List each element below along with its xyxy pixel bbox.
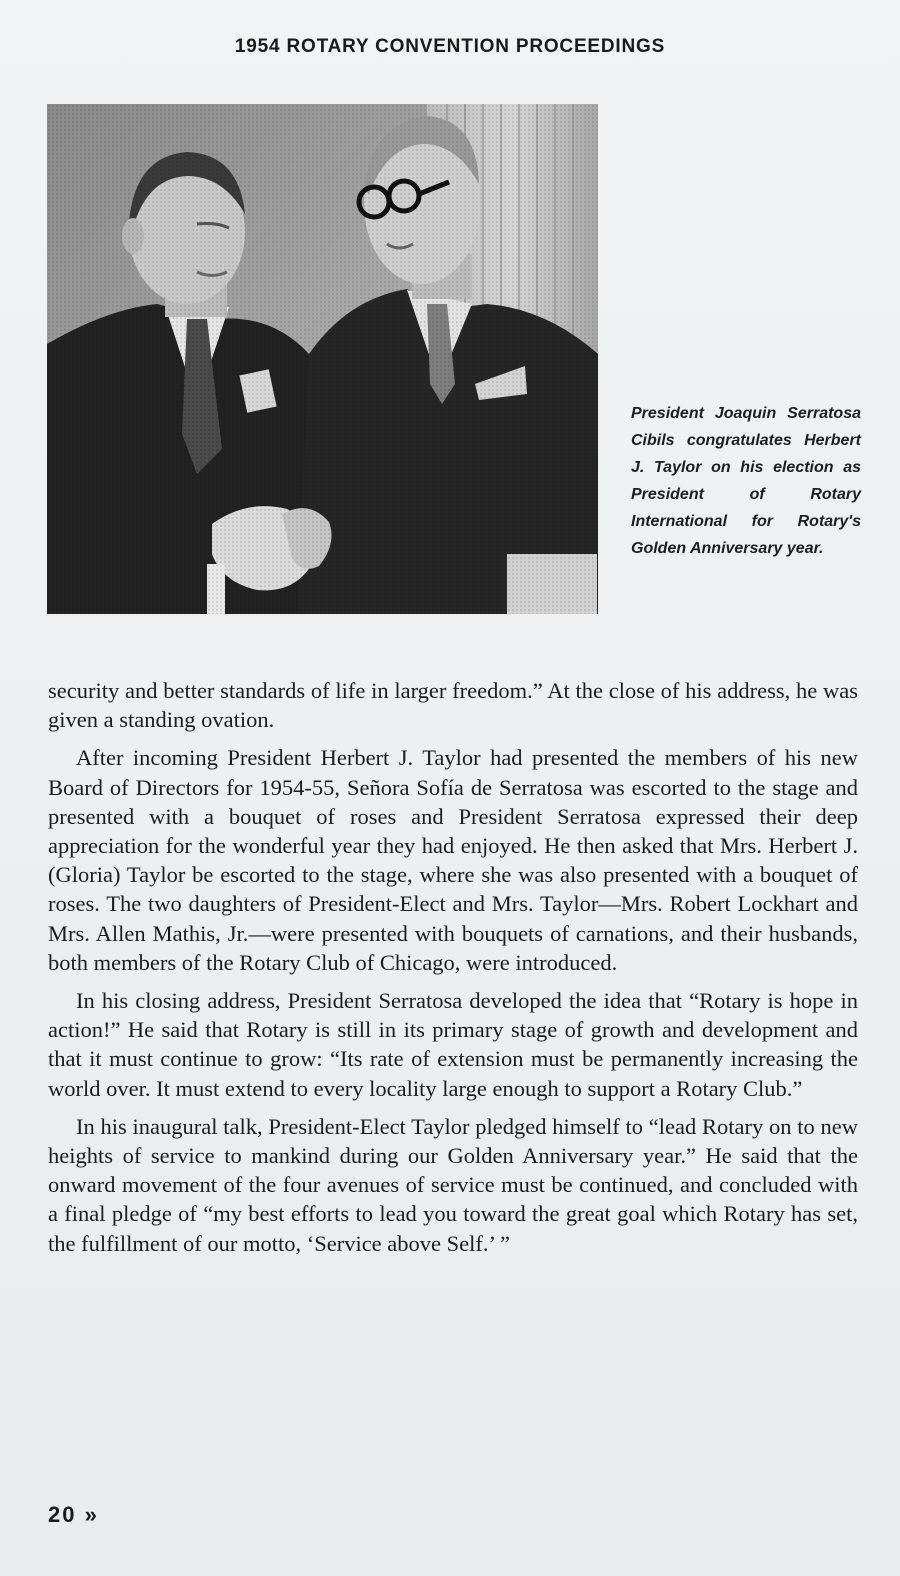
- paragraph: security and better standards of life in larger freedom.” At the close of his address, he was given a standing ovation.: [48, 678, 858, 733]
- page-number: 20 »: [48, 1502, 99, 1527]
- article-body: [48, 676, 858, 1267]
- photograph: [47, 104, 598, 614]
- photo-caption: President Joaquin Serratosa Cibils congratulates Herbert J. Taylor on his election as President of Rotary International for Rotary's Golden Anniversary year.: [631, 405, 861, 557]
- photograph-illustration: [47, 104, 598, 614]
- running-head: 1954 ROTARY CONVENTION PROCEEDINGS: [234, 36, 666, 57]
- paragraph: In his inaugural talk, President-Elect Taylor pledged himself to “lead Rotary on to new heights of service to mankind during our Golden Anniversary year.” He said that the onward movement of the four avenues of service must be continued, and concluded with a final pledge of “my best efforts to lead you toward the great goal which Rotary has set, the fulfillment of our motto, ‘Service above Self.’ ”: [48, 1113, 858, 1256]
- paragraph: After incoming President Herbert J. Taylor had presented the members of his new Board of Directors for 1954-55, Señora Sofía de Serratosa was escorted to the stage and presented with a bouquet of roses and President Serratosa expressed their deep appreciation for the wonderful year they had enjoyed. He then asked that Mrs. Herbert J. (Gloria) Taylor be escorted to the stage, where she was also presented with a bouquet of roses. The two daughters of President-Elect and Mrs. Taylor—Mrs. Robert Lockhart and Mrs. Allen Mathis, Jr.—were presented with bouquets of carnations, and their husbands, both members of the Rotary Club of Chicago, were introduced.: [48, 745, 858, 975]
- paragraph: In his closing address, President Serratosa developed the idea that “Rotary is hope in action!” He said that Rotary is still in its primary stage of growth and development and that it must continue to grow: “Its rate of extension must be permanently increasing the world over. It must extend to every locality large enough to support a Rotary Club.”: [48, 988, 858, 1101]
